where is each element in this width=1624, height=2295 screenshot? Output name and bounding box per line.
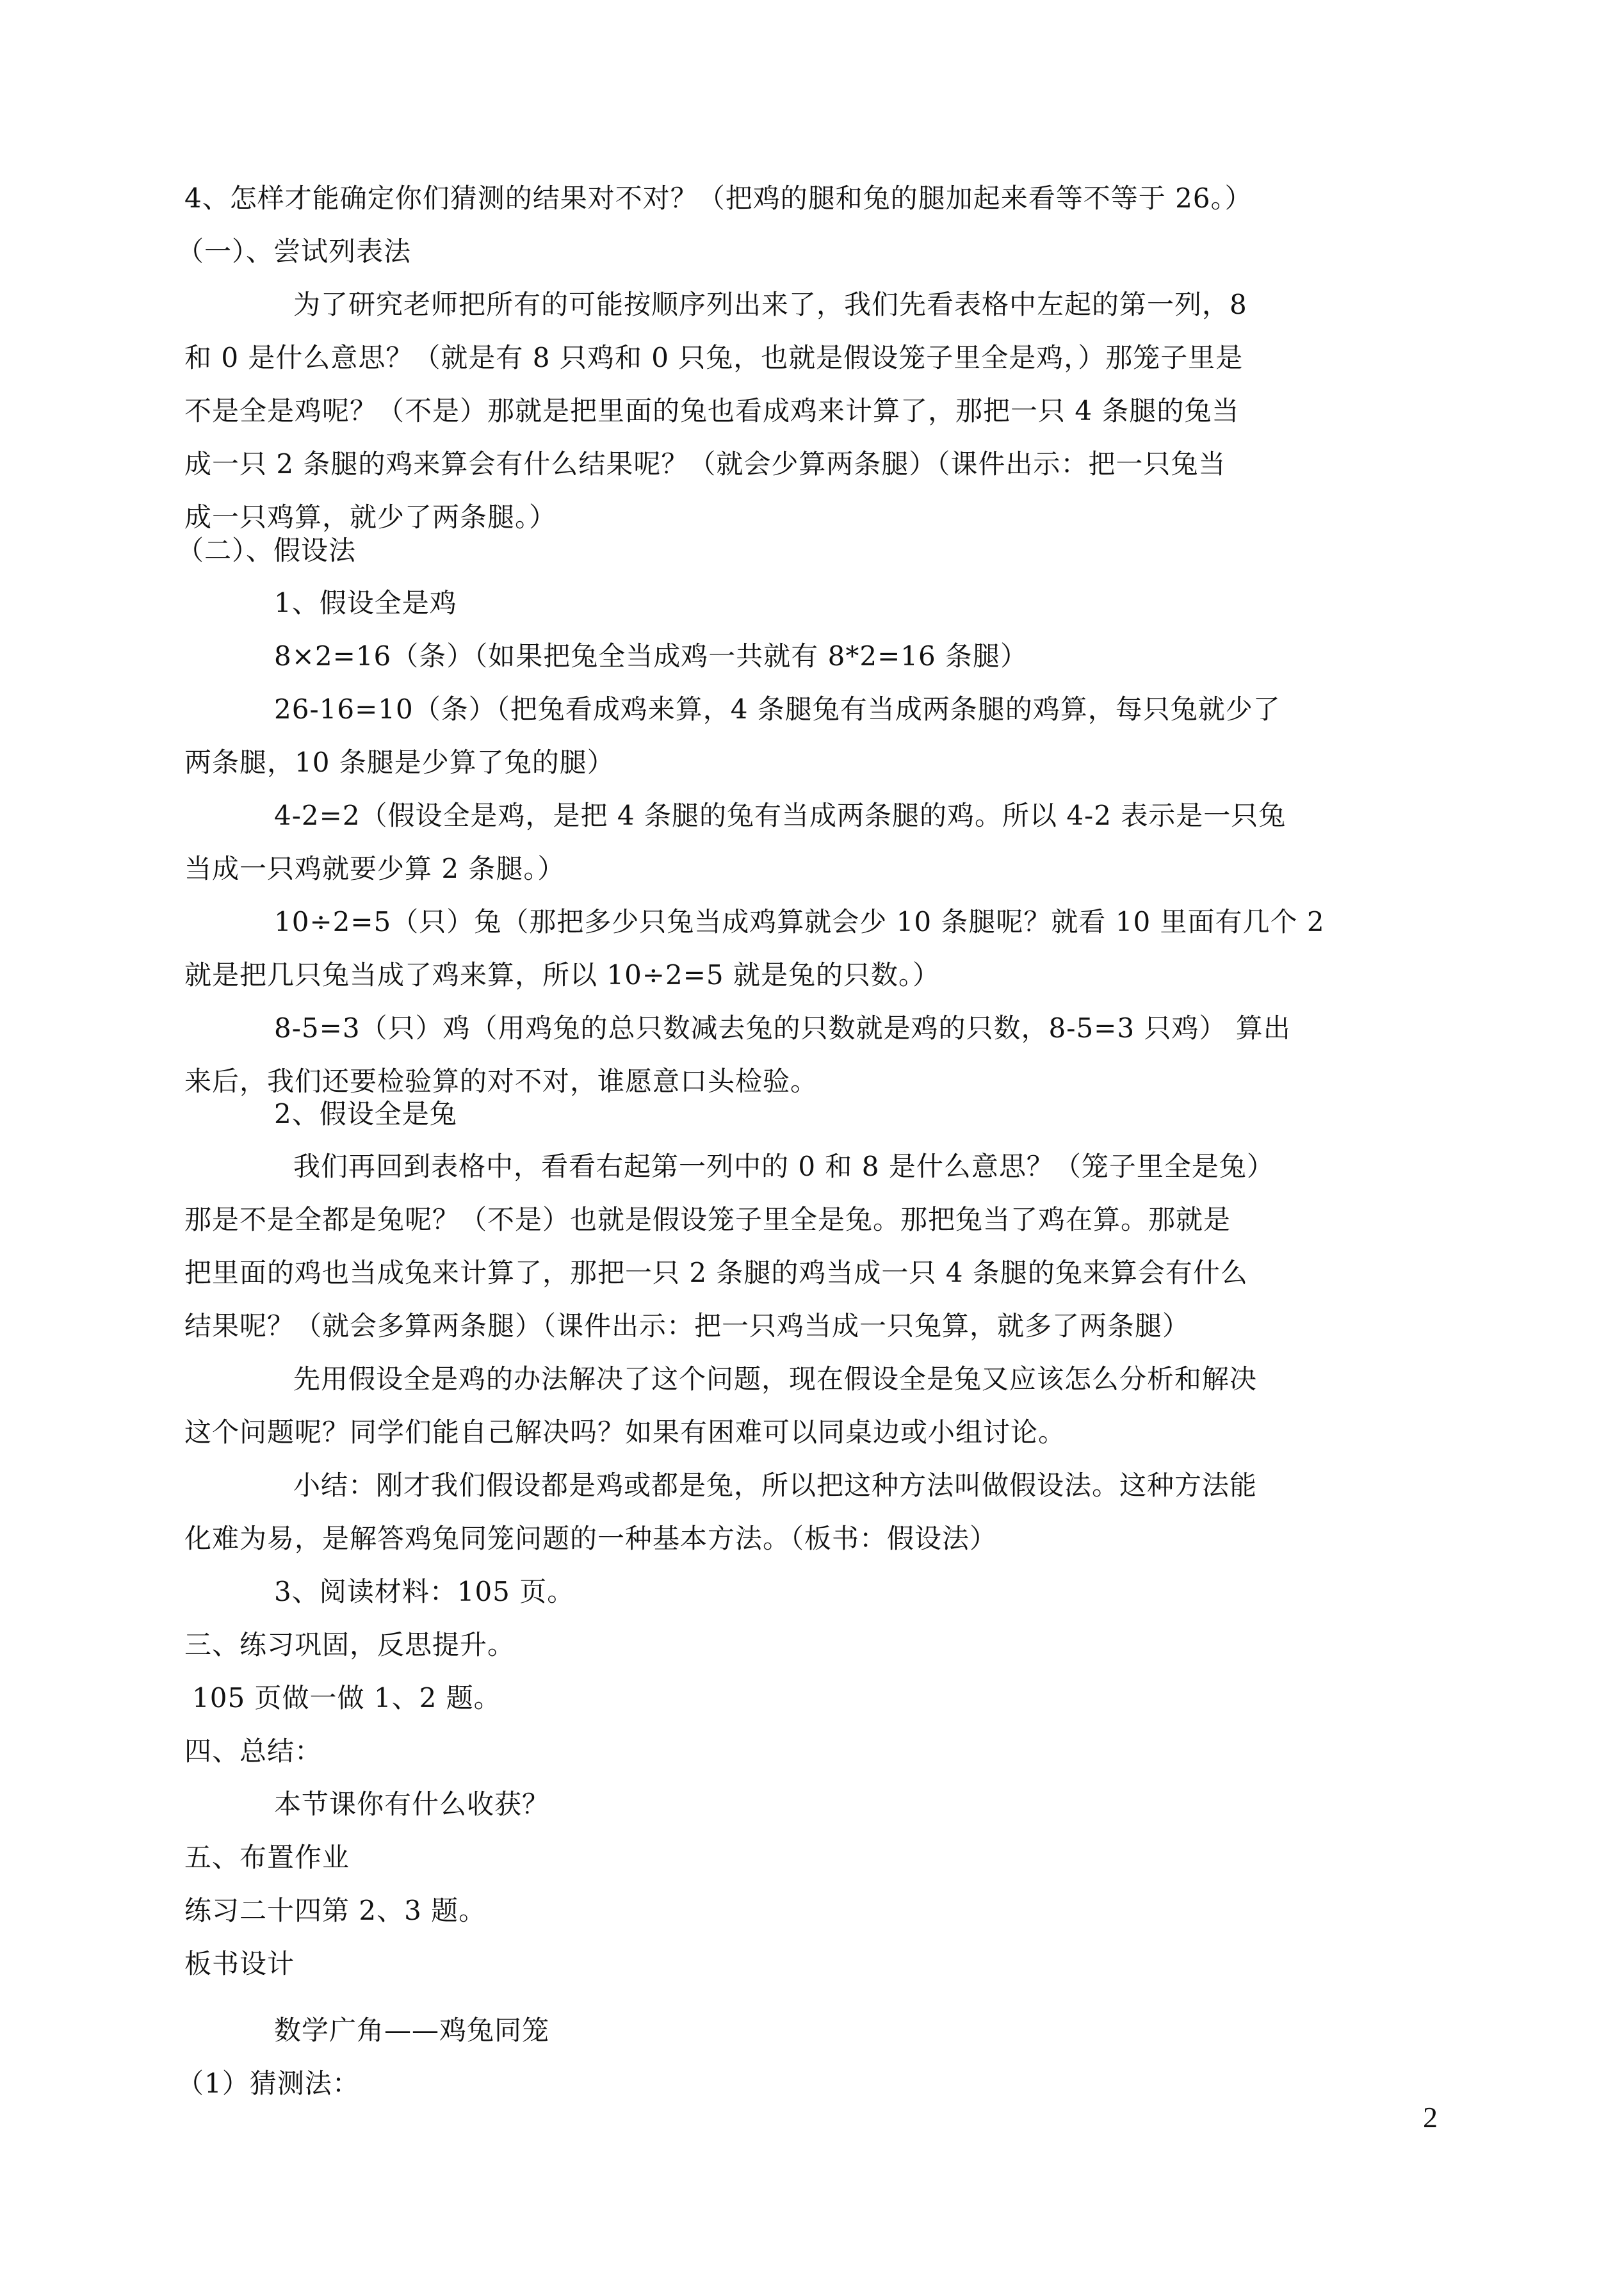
section-practice-heading: 三、练习巩固，反思提升。 <box>184 1629 516 1660</box>
paragraph-line: 两条腿，10 条腿是少算了兔的腿） <box>184 747 615 778</box>
paragraph-line: 成一只鸡算，就少了两条腿。） <box>184 501 557 533</box>
section-summary-heading: 四、总结： <box>184 1735 323 1767</box>
paragraph-line: 我们再回到表格中，看看右起第一列中的 0 和 8 是什么意思？（笼子里全是兔） <box>293 1151 1274 1182</box>
formula-line: 8-5=3（只）鸡（用鸡兔的总只数减去兔的只数就是鸡的只数，8-5=3 只鸡） 算出 <box>274 1012 1291 1044</box>
paragraph-line: 成一只 2 条腿的鸡来算会有什么结果呢？（就会少算两条腿）（课件出示：把一只兔当 <box>184 448 1226 480</box>
subheading-all-rabbits: 2、假设全是兔 <box>274 1098 457 1130</box>
paragraph-line: 那是不是全都是兔呢？（不是）也就是假设笼子里全是兔。那把兔当了鸡在算。那就是 <box>184 1204 1231 1235</box>
paragraph-line: 先用假设全是鸡的办法解决了这个问题，现在假设全是兔又应该怎么分析和解决 <box>293 1363 1258 1395</box>
board-design-title: 数学广角——鸡兔同笼 <box>274 2015 550 2046</box>
paragraph-line: 和 0 是什么意思？（就是有 8 只鸡和 0 只兔，也就是假设笼子里全是鸡，）那笼子里是 <box>184 342 1244 373</box>
page-number: 2 <box>1423 2101 1438 2134</box>
section-homework-heading: 五、布置作业 <box>184 1842 350 1873</box>
paragraph-line: 把里面的鸡也当成兔来计算了，那把一只 2 条腿的鸡当成一只 4 条腿的兔来算会有什么 <box>184 1257 1248 1288</box>
paragraph-line: 就是把几只兔当成了鸡来算，所以 10÷2=5 就是兔的只数。） <box>184 959 940 991</box>
section-assumption-heading: （二）、假设法 <box>177 535 357 566</box>
formula-line: 4-2=2（假设全是鸡，是把 4 条腿的兔有当成两条腿的鸡。所以 4-2 表示是一只兔 <box>274 800 1287 831</box>
summary-line: 小结：刚才我们假设都是鸡或都是兔，所以把这种方法叫做假设法。这种方法能 <box>293 1470 1258 1501</box>
section-table-method-heading: （一）、尝试列表法 <box>177 236 412 267</box>
reading-material-line: 3、阅读材料：105 页。 <box>274 1576 575 1607</box>
practice-item-line: 105 页做一做 1、2 题。 <box>192 1682 501 1714</box>
summary-question-line: 本节课你有什么收获？ <box>274 1788 550 1820</box>
paragraph-line: 不是全是鸡呢？（不是）那就是把里面的兔也看成鸡来计算了，那把一只 4 条腿的兔当 <box>184 395 1240 426</box>
formula-line: 8×2=16（条）（如果把兔全当成鸡一共就有 8*2=16 条腿） <box>274 640 1028 672</box>
paragraph-line: 当成一只鸡就要少算 2 条腿。） <box>184 853 565 884</box>
paragraph-line: 结果呢？（就会多算两条腿）（课件出示：把一只鸡当成一只兔算，就多了两条腿） <box>184 1310 1190 1342</box>
homework-line: 练习二十四第 2、3 题。 <box>184 1895 487 1926</box>
paragraph-line: 为了研究老师把所有的可能按顺序列出来了，我们先看表格中左起的第一列，8 <box>293 289 1247 320</box>
formula-line: 10÷2=5（只）兔（那把多少只兔当成鸡算就会少 10 条腿呢？就看 10 里面有几个 2 <box>274 906 1325 937</box>
question-4-line: 4、怎样才能确定你们猜测的结果对不对？（把鸡的腿和兔的腿加起来看等不等于 26。） <box>184 182 1253 214</box>
board-design-heading: 板书设计 <box>184 1948 295 1979</box>
paragraph-line: 这个问题呢？同学们能自己解决吗？如果有困难可以同桌边或小组讨论。 <box>184 1416 1066 1448</box>
board-design-item: （1）猜测法： <box>177 2068 360 2099</box>
summary-line: 化难为易，是解答鸡兔同笼问题的一种基本方法。（板书：假设法） <box>184 1523 998 1554</box>
paragraph-line: 来后，我们还要检验算的对不对，谁愿意口头检验。 <box>184 1066 818 1097</box>
subheading-all-chickens: 1、假设全是鸡 <box>274 587 457 619</box>
formula-line: 26-16=10（条）（把兔看成鸡来算，4 条腿兔有当成两条腿的鸡算，每只兔就少了 <box>274 693 1281 725</box>
